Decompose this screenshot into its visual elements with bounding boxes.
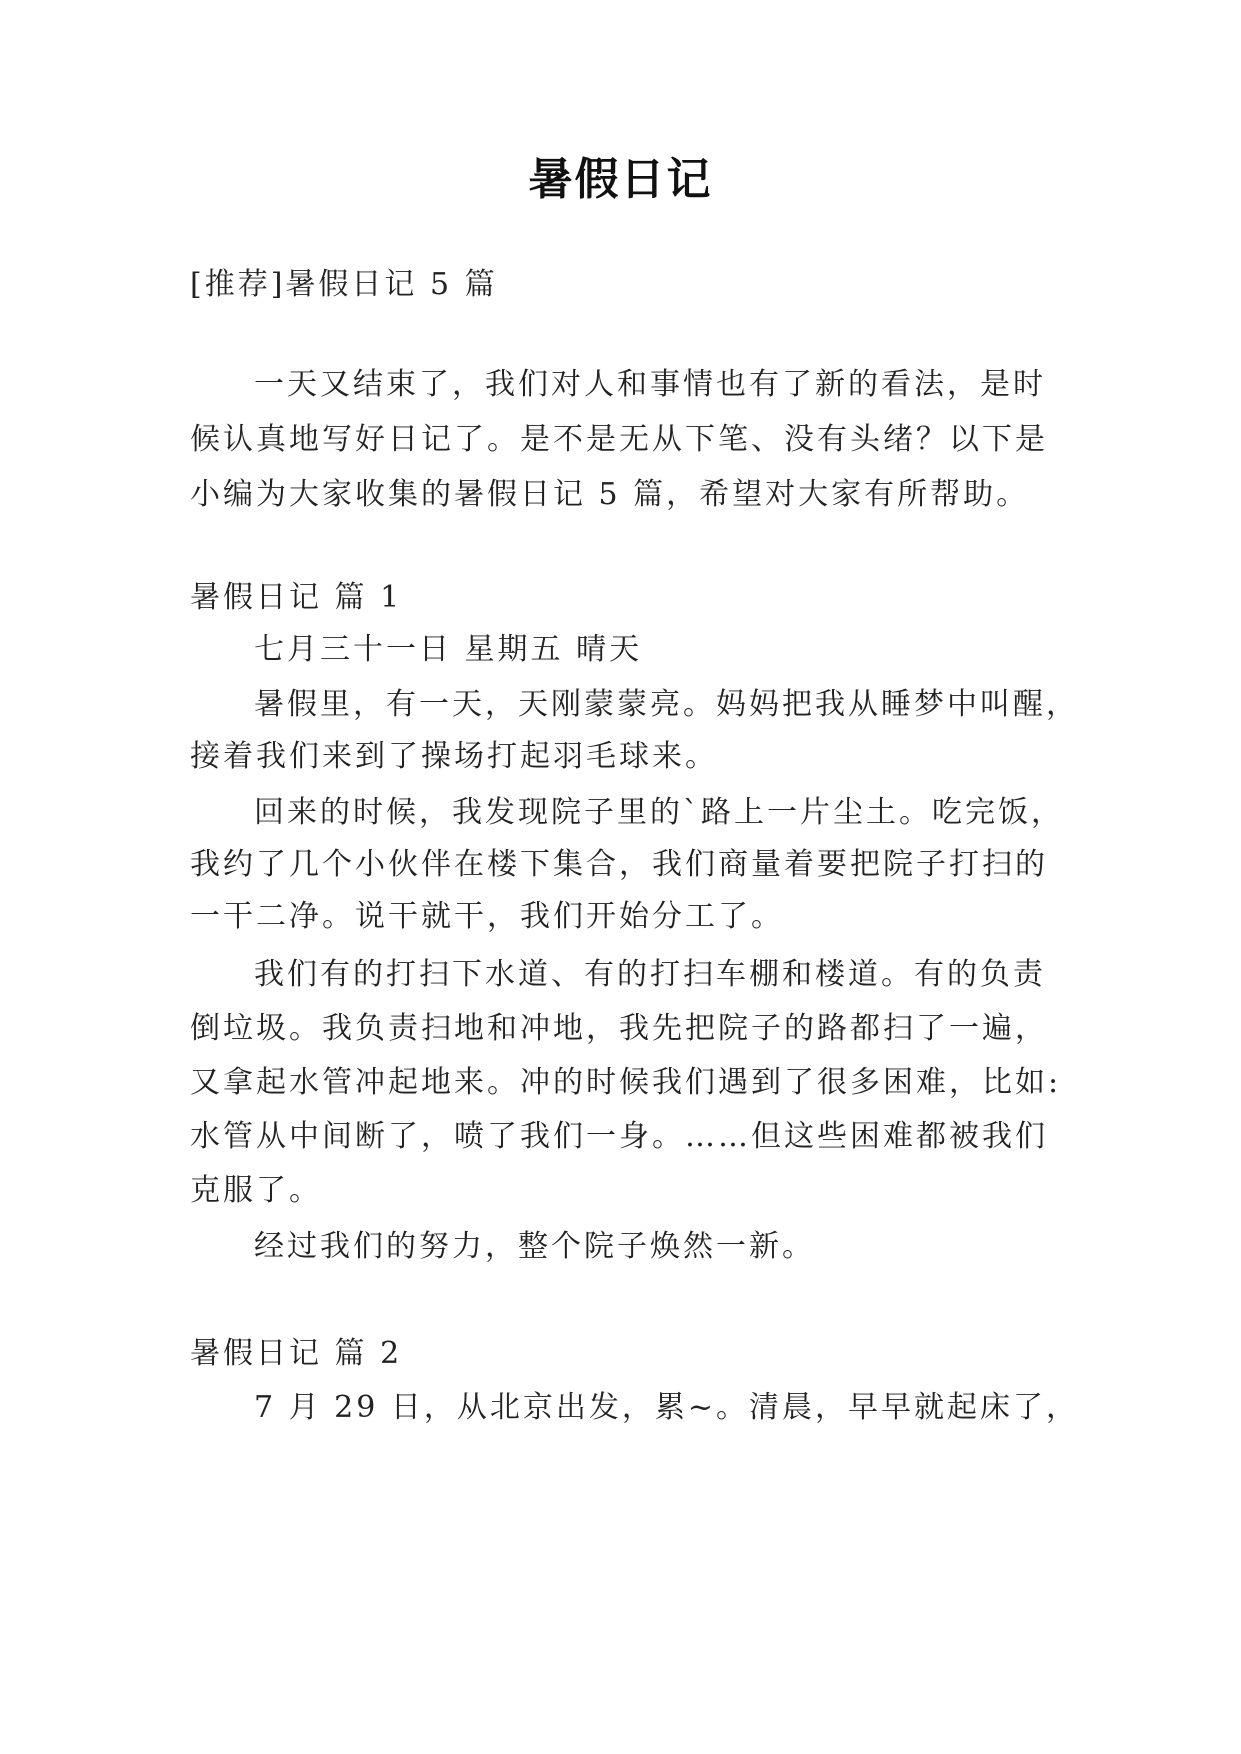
document-subtitle: [推荐]暑假日记 5 篇: [190, 267, 498, 302]
paragraph-line: 接着我们来到了操场打起羽毛球来。: [190, 739, 718, 774]
paragraph-line: 水管从中间断了，喷了我们一身。……但这些困难都被我们: [190, 1119, 1048, 1154]
paragraph-line: 经过我们的努力，整个院子焕然一新。: [254, 1229, 815, 1264]
section-heading: 暑假日记 篇 2: [190, 1336, 403, 1371]
paragraph-line: 又拿起水管冲起地来。冲的时候我们遇到了很多困难，比如:: [190, 1065, 1062, 1100]
paragraph-line: 倒垃圾。我负责扫地和冲地，我先把院子的路都扫了一遍，: [190, 1011, 1048, 1046]
paragraph-line: 暑假里，有一天，天刚蒙蒙亮。妈妈把我从睡梦中叫醒，: [254, 687, 1079, 722]
paragraph-line: 回来的时候，我发现院子里的`路上一片尘土。吃完饭，: [254, 795, 1064, 830]
intro-line: 一天又结束了，我们对人和事情也有了新的看法，是时: [254, 367, 1046, 402]
page-title: 暑假日记: [528, 154, 713, 205]
diary-date: 七月三十一日 星期五 晴天: [254, 632, 643, 667]
paragraph-line: 我约了几个小伙伴在楼下集合，我们商量着要把院子打扫的: [190, 847, 1048, 882]
paragraph-line: 我们有的打扫下水道、有的打扫车棚和楼道。有的负责: [254, 957, 1046, 992]
intro-line: 小编为大家收集的暑假日记 5 篇，希望对大家有所帮助。: [190, 477, 1030, 512]
paragraph-line: 7 月 29 日，从北京出发，累~。清晨，早早就起床了，: [254, 1390, 1080, 1425]
section-heading: 暑假日记 篇 1: [190, 580, 403, 615]
paragraph-line: 克服了。: [190, 1173, 322, 1208]
paragraph-line: 一干二净。说干就干，我们开始分工了。: [190, 899, 784, 934]
intro-line: 候认真地写好日记了。是不是无从下笔、没有头绪？以下是: [190, 422, 1048, 457]
